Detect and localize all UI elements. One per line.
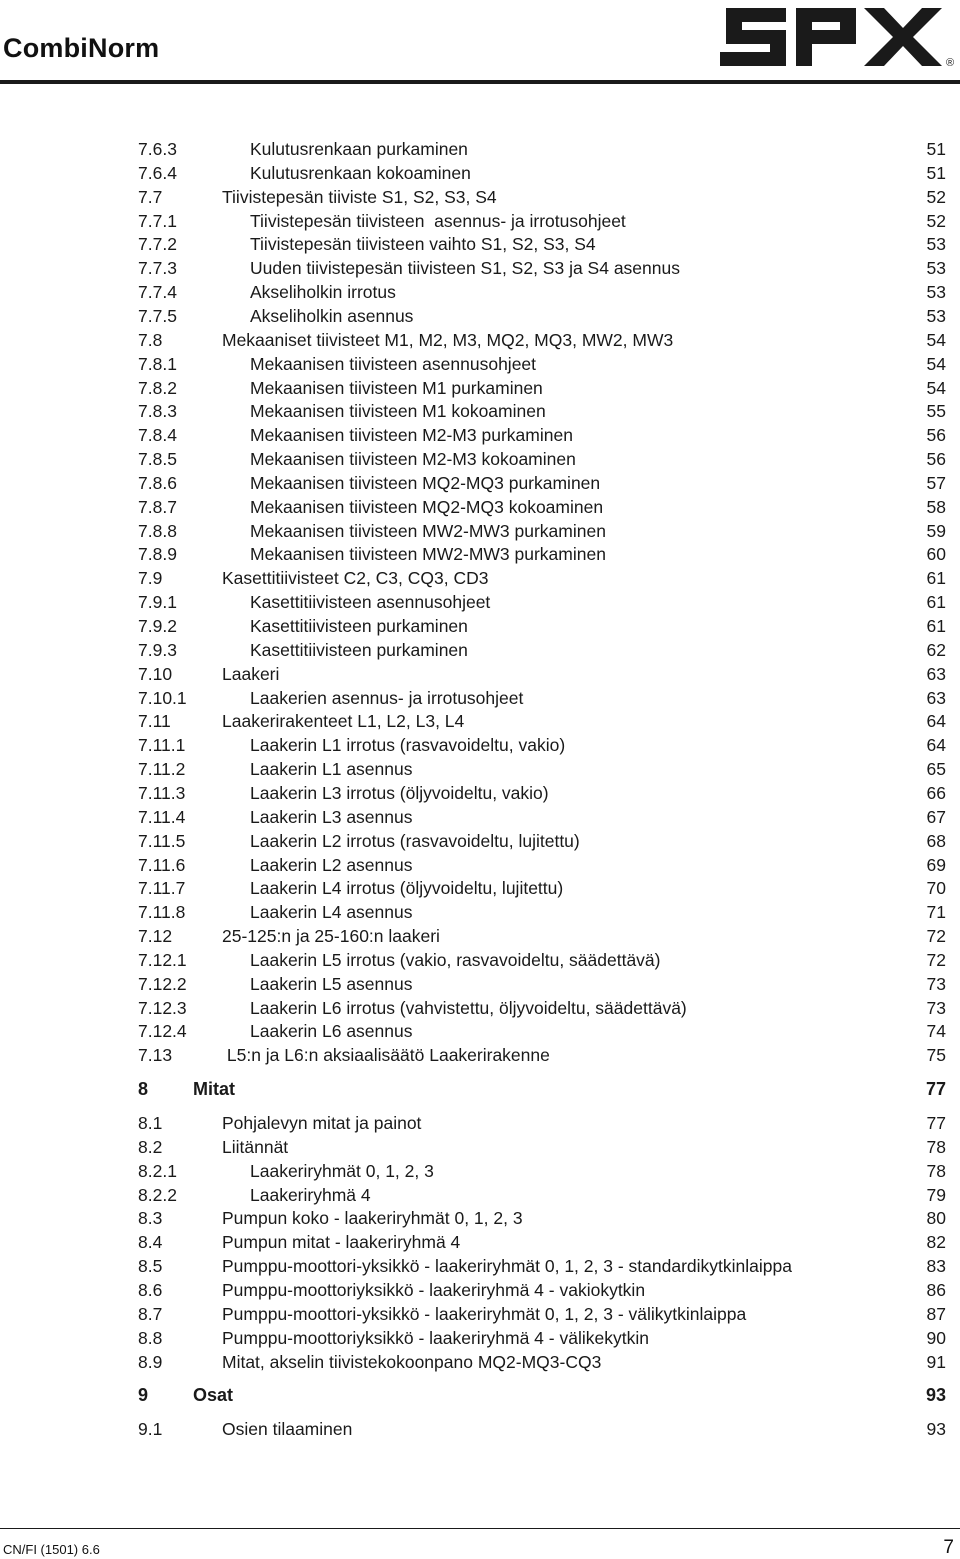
- toc-entry-title: Pumpun koko - laakeriryhmät 0, 1, 2, 3: [222, 1208, 523, 1229]
- toc-entry: [0, 542, 960, 566]
- toc-entry-number: 7.8.3: [138, 401, 177, 422]
- toc-entry-number: 7.12.2: [138, 973, 187, 994]
- toc-entry-page: 82: [926, 1232, 946, 1253]
- toc-entry-number: 7.11.7: [138, 878, 186, 899]
- toc-entry-number: 7.8.5: [138, 449, 177, 470]
- document-title: CombiNorm: [3, 33, 160, 63]
- toc-entry-number: 9.1: [138, 1419, 163, 1440]
- toc-entry-title: Mekaanisen tiivisteen MW2-MW3 purkaminen: [250, 544, 606, 565]
- toc-entry-number: 8.5: [138, 1256, 163, 1277]
- toc-entry-number: 7.11.5: [138, 830, 186, 851]
- toc-entry-number: 7.11.2: [138, 759, 186, 780]
- toc-entry-page: 58: [926, 496, 946, 517]
- toc-entry: [0, 1326, 960, 1350]
- toc-entry: [0, 185, 960, 209]
- toc-entry: [0, 996, 960, 1020]
- toc-entry-page: 52: [926, 210, 946, 231]
- toc-entry: [0, 328, 960, 352]
- toc-entry-page: 64: [926, 735, 946, 756]
- toc-entry: [0, 137, 960, 161]
- toc-entry-page: 68: [926, 830, 946, 851]
- toc-entry: [0, 972, 960, 996]
- toc-entry-number: 7.7.3: [138, 258, 177, 279]
- toc-entry: [0, 447, 960, 471]
- toc-entry-number: 7.8.6: [138, 472, 177, 493]
- toc-entry: [0, 1019, 960, 1043]
- toc-entry-page: 93: [925, 1385, 946, 1406]
- toc-entry-page: 54: [926, 377, 946, 398]
- toc-entry-page: 87: [926, 1303, 946, 1324]
- toc-entry-title: Laakeriryhmät 0, 1, 2, 3: [250, 1160, 434, 1181]
- toc-entry: [0, 1350, 960, 1374]
- toc-entry-number: 7.9.1: [138, 592, 177, 613]
- page-header: [0, 0, 960, 80]
- toc-entry-number: 7.11.8: [138, 902, 186, 923]
- toc-entry-page: 61: [926, 568, 946, 589]
- toc-entry-page: 78: [926, 1136, 946, 1157]
- toc-entry-page: 61: [926, 592, 946, 613]
- toc-entry-page: 86: [926, 1279, 946, 1300]
- toc-entry: [0, 781, 960, 805]
- toc-entry: [0, 1135, 960, 1159]
- toc-entry-number: 7.10: [138, 663, 173, 684]
- toc-entry-title: Mekaanisen tiivisteen MW2-MW3 purkaminen: [250, 520, 606, 541]
- toc-entry: [0, 1111, 960, 1135]
- toc-entry: [0, 519, 960, 543]
- toc-entry-number: 8.6: [138, 1279, 163, 1300]
- toc-entry-title: Laakerin L6 irrotus (vahvistettu, öljyvoideltu, säädettävä): [250, 997, 687, 1018]
- toc-entry-page: 90: [926, 1327, 946, 1348]
- toc-entry-page: 91: [926, 1351, 946, 1372]
- toc-entry-page: 53: [926, 258, 946, 279]
- toc-entry: [0, 709, 960, 733]
- toc-entry-number: 8.2.2: [138, 1184, 177, 1205]
- toc-entry-title: Laakerin L5 asennus: [250, 973, 413, 994]
- toc-entry: [0, 1230, 960, 1254]
- toc-entry-number: 7.9: [138, 568, 163, 589]
- toc-entry-number: 7.7.5: [138, 305, 177, 326]
- toc-entry-title: Pohjalevyn mitat ja painot: [222, 1113, 422, 1133]
- toc-entry-title: Akseliholkin irrotus: [250, 282, 396, 303]
- toc-entry-number: 7.12.4: [138, 1021, 187, 1042]
- toc-entry-title: Mekaanisen tiivisteen MQ2-MQ3 purkaminen: [250, 472, 601, 493]
- toc-entry-title: Laakerin L5 irrotus (vakio, rasvavoideltu, säädettävä): [250, 949, 661, 970]
- toc-entry-number: 8.8: [138, 1327, 163, 1348]
- page-number: 7: [943, 1537, 954, 1558]
- toc-entry: [0, 352, 960, 376]
- header-divider: [0, 80, 960, 84]
- toc-entry-title: Osien tilaaminen: [222, 1419, 353, 1440]
- toc-entry-number: 9: [138, 1385, 149, 1406]
- toc-entry-title: Mekaaniset tiivisteet M1, M2, M3, MQ2, MQ3, MW2, MW3: [222, 329, 674, 350]
- toc-entry-page: 51: [926, 139, 946, 159]
- toc-entry-number: 7.12: [138, 926, 173, 947]
- toc-entry: [0, 1278, 960, 1302]
- toc-entry-page: 70: [926, 878, 946, 899]
- toc-entry-number: 7.8: [138, 329, 163, 350]
- toc-entry-page: 79: [926, 1184, 946, 1205]
- toc-entry-title: Laakerin L4 irrotus (öljyvoideltu, lujitettu): [250, 878, 564, 899]
- toc-entry-number: 7.8.2: [138, 377, 177, 398]
- toc-entry: [0, 590, 960, 614]
- toc-entry-title: Laakerin L1 asennus: [250, 759, 413, 780]
- toc-entry-number: 8.2: [138, 1136, 163, 1157]
- toc-entry: [0, 900, 960, 924]
- toc-entry-number: 7.8.7: [138, 496, 177, 517]
- toc-entry-title: Kasettitiivisteen purkaminen: [250, 639, 468, 660]
- toc-entry-number: 7.6.4: [138, 162, 177, 183]
- toc-entry-page: 65: [926, 759, 946, 780]
- toc-entry-page: 72: [926, 949, 946, 970]
- toc-entry-title: Mekaanisen tiivisteen M2-M3 purkaminen: [250, 425, 573, 446]
- footer-divider: [0, 1528, 960, 1529]
- toc-entry: [0, 566, 960, 590]
- toc-entry-title: Pumppu-moottoriyksikkö - laakeriryhmä 4 - välikekytkin: [222, 1327, 649, 1348]
- toc-entry-title: Laakeriryhmä 4: [250, 1184, 371, 1205]
- toc-entry-page: 80: [926, 1208, 946, 1229]
- toc-entry-page: 62: [926, 639, 946, 660]
- toc-entry-number: 8.1: [138, 1113, 163, 1133]
- toc-entry-page: 53: [926, 282, 946, 303]
- toc-entry-page: 71: [926, 902, 946, 923]
- toc-entry-title: Pumppu-moottori-yksikkö - laakeriryhmät 0, 1, 2, 3 - välikytkinlaippa: [222, 1303, 747, 1324]
- toc-entry: [0, 757, 960, 781]
- toc-entry-title: Laakerin L3 asennus: [250, 806, 413, 827]
- toc-entry: [0, 423, 960, 447]
- toc-entry-page: 73: [926, 973, 946, 994]
- toc-entry: [0, 829, 960, 853]
- toc-entry-title: Laakerin L3 irrotus (öljyvoideltu, vakio): [250, 782, 549, 803]
- toc-entry-page: 77: [926, 1113, 946, 1133]
- toc-entry-title: Kulutusrenkaan kokoaminen: [250, 162, 471, 183]
- toc-entry-title: Laakerin L2 asennus: [250, 854, 413, 875]
- toc-entry-number: 8.9: [138, 1351, 163, 1372]
- toc-entry-title: Uuden tiivistepesän tiivisteen S1, S2, S3 ja S4 asennus: [250, 258, 680, 279]
- toc-entry-page: 77: [925, 1079, 946, 1100]
- toc-entry-title: Mekaanisen tiivisteen asennusohjeet: [250, 353, 537, 374]
- toc-entry-title: Laakerirakenteet L1, L2, L3, L4: [222, 711, 465, 732]
- toc-entry-page: 53: [926, 234, 946, 255]
- toc-entry-number: 7.8.4: [138, 425, 177, 446]
- toc-entry: [0, 1417, 960, 1441]
- toc-entry-number: 7.12.3: [138, 997, 187, 1018]
- toc-entry-page: 56: [926, 449, 946, 470]
- toc-entry-number: 7.7.2: [138, 234, 177, 255]
- toc-entry: [0, 924, 960, 948]
- toc-entry-page: 60: [926, 544, 946, 565]
- toc-entry-page: 75: [926, 1045, 946, 1066]
- toc-entry-number: 7.12.1: [138, 949, 187, 970]
- toc-entry-title: Kasettitiivisteet C2, C3, CQ3, CD3: [222, 568, 489, 589]
- toc-entry-number: 7.10.1: [138, 687, 187, 708]
- toc-entry-title: Mitat, akselin tiivistekokoonpano MQ2-MQ3-CQ3: [222, 1351, 602, 1372]
- toc-entry-page: 55: [926, 401, 946, 422]
- toc-entry-number: 7.11.1: [138, 735, 186, 756]
- toc-entry-number: 8.4: [138, 1232, 163, 1253]
- toc-entry-title: Mekaanisen tiivisteen M2-M3 kokoaminen: [250, 449, 576, 470]
- toc-entry-title: Tiivistepesän tiivisteen asennus- ja irrotusohjeet: [250, 210, 626, 231]
- toc-entry-number: 7.13: [138, 1045, 173, 1066]
- spx-logo: [716, 2, 960, 72]
- toc-entry-title: Pumppu-moottoriyksikkö - laakeriryhmä 4 - vakiokytkin: [222, 1279, 646, 1300]
- toc-entry-page: 73: [926, 997, 946, 1018]
- toc-entry: [0, 256, 960, 280]
- toc-entry-page: 59: [926, 520, 946, 541]
- toc-entry-number: 7.8.1: [138, 353, 177, 374]
- toc-entry-page: 53: [926, 305, 946, 326]
- toc-entry: [0, 614, 960, 638]
- toc-entry-page: 64: [926, 711, 946, 732]
- toc-entry-title: Tiivistepesän tiiviste S1, S2, S3, S4: [222, 186, 497, 207]
- toc-entry-title: Kasettitiivisteen purkaminen: [250, 616, 468, 636]
- toc-entry: [0, 853, 960, 877]
- toc-entry: [0, 471, 960, 495]
- toc-entry-page: 54: [926, 353, 946, 374]
- toc-entry-title: Laakeri: [222, 663, 280, 684]
- toc-entry: [0, 876, 960, 900]
- toc-entry: [0, 399, 960, 423]
- toc-entry: [0, 209, 960, 233]
- toc-entry-title: Tiivistepesän tiivisteen vaihto S1, S2, S3, S4: [250, 234, 596, 255]
- toc-entry-title: 25-125:n ja 25-160:n laakeri: [222, 926, 440, 947]
- toc-entry-number: 8.7: [138, 1303, 163, 1324]
- toc-entry: [0, 280, 960, 304]
- toc-entry-number: 7.9.2: [138, 616, 177, 636]
- toc-entry-number: 7.11.3: [138, 782, 186, 803]
- toc-entry-title: Pumppu-moottori-yksikkö - laakeriryhmät 0, 1, 2, 3 - standardikytkinlaippa: [222, 1256, 792, 1277]
- toc-entry: [0, 1043, 960, 1067]
- toc-entry-page: 69: [926, 854, 946, 875]
- toc-entry-number: 8.3: [138, 1208, 163, 1229]
- toc-entry-title: Laakerin L6 asennus: [250, 1021, 413, 1042]
- toc-entry-page: 66: [926, 782, 946, 803]
- toc-entry-page: 78: [926, 1160, 946, 1181]
- toc-entry-title: Laakerin L4 asennus: [250, 902, 413, 923]
- toc-entry-title: Akseliholkin asennus: [250, 305, 414, 326]
- toc-entry-page: 63: [926, 663, 946, 684]
- toc-entry: [0, 232, 960, 256]
- toc-entry-page: 67: [926, 806, 946, 827]
- toc-entry-title: Mekaanisen tiivisteen MQ2-MQ3 kokoaminen: [250, 496, 604, 517]
- toc-entry: [0, 1254, 960, 1278]
- toc-entry-number: 7.11.6: [138, 854, 186, 875]
- toc-entry: [0, 686, 960, 710]
- toc-chapter-entry: [0, 1077, 960, 1101]
- toc-entry: [0, 1206, 960, 1230]
- toc-entry: [0, 1159, 960, 1183]
- toc-entry-number: 7.8.8: [138, 520, 177, 541]
- toc-entry-title: L5:n ja L6:n aksiaalisäätö Laakerirakenne: [222, 1045, 550, 1066]
- toc-entry: [0, 376, 960, 400]
- toc-entry-number: 7.11.4: [138, 806, 186, 827]
- toc-entry-page: 61: [926, 616, 946, 636]
- registered-mark: ®: [946, 57, 955, 69]
- document-code: CN/FI (1501) 6.6: [3, 1542, 100, 1557]
- toc-entry-number: 7.11: [138, 711, 171, 732]
- toc-entry-title: Pumpun mitat - laakeriryhmä 4: [222, 1232, 461, 1253]
- toc-entry-page: 74: [926, 1021, 946, 1042]
- toc-entry-page: 72: [926, 926, 946, 947]
- toc-entry-number: 7.7: [138, 186, 163, 207]
- toc-entry-page: 83: [926, 1256, 946, 1277]
- toc-entry-number: 7.9.3: [138, 639, 177, 660]
- toc-entry: [0, 161, 960, 185]
- toc-entry-page: 52: [926, 186, 946, 207]
- toc-entry: [0, 495, 960, 519]
- toc-entry-title: Laakerin L1 irrotus (rasvavoideltu, vakio): [250, 735, 566, 756]
- toc-entry-page: 51: [926, 162, 946, 183]
- toc-entry-page: 63: [926, 687, 946, 708]
- toc-entry: [0, 948, 960, 972]
- toc-entry-number: 8: [138, 1079, 149, 1100]
- toc-entry-title: Laakerin L2 irrotus (rasvavoideltu, lujitettu): [250, 830, 580, 851]
- toc-entry-page: 56: [926, 425, 946, 446]
- toc-entry-title: Mekaanisen tiivisteen M1 purkaminen: [250, 377, 543, 398]
- toc-entry-title: Mekaanisen tiivisteen M1 kokoaminen: [250, 401, 546, 422]
- toc-chapter-entry: [0, 1383, 960, 1407]
- toc-entry-page: 93: [926, 1419, 946, 1440]
- toc-entry: [0, 1302, 960, 1326]
- toc-entry-title: Kulutusrenkaan purkaminen: [250, 139, 468, 159]
- toc-entry: [0, 733, 960, 757]
- toc-entry-number: 7.8.9: [138, 544, 177, 565]
- toc-entry-number: 7.6.3: [138, 139, 177, 159]
- toc-entry: [0, 805, 960, 829]
- toc-entry: [0, 662, 960, 686]
- toc-entry-page: 57: [926, 472, 946, 493]
- toc-entry-number: 7.7.1: [138, 210, 177, 231]
- toc-entry-page: 54: [926, 329, 946, 350]
- toc-entry: [0, 1183, 960, 1207]
- toc-entry-title: Osat: [193, 1385, 234, 1406]
- toc-entry: [0, 304, 960, 328]
- toc-entry-title: Kasettitiivisteen asennusohjeet: [250, 592, 491, 613]
- toc-entry: [0, 638, 960, 662]
- toc-entry-number: 8.2.1: [138, 1160, 177, 1181]
- toc-entry-title: Mitat: [193, 1079, 235, 1100]
- toc-entry-title: Liitännät: [222, 1136, 289, 1157]
- toc-entry-number: 7.7.4: [138, 282, 177, 303]
- toc-entry-title: Laakerien asennus- ja irrotusohjeet: [250, 687, 524, 708]
